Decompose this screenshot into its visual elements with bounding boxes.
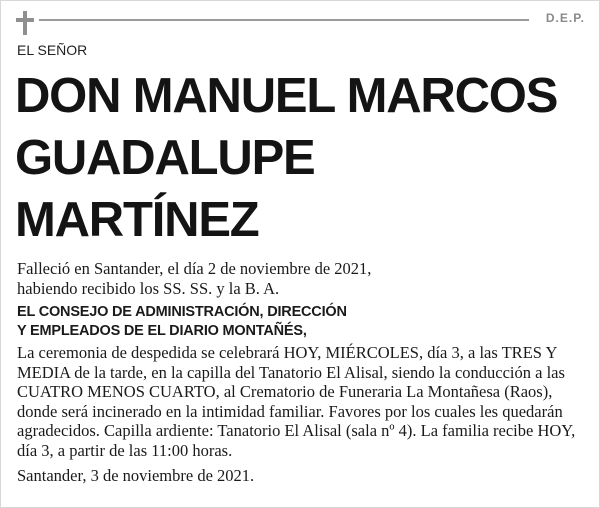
dep-label: D.E.P. <box>545 11 585 25</box>
deceased-name <box>15 65 587 251</box>
cross-icon <box>15 11 35 35</box>
name-line: GUADALUPE <box>15 131 315 185</box>
organization-line: Y EMPLEADOS DE EL DIARIO MONTAÑÉS, <box>17 323 307 339</box>
notice-body <box>17 259 587 486</box>
name-line: DON MANUEL MARCOS <box>15 69 558 123</box>
organization-line: EL CONSEJO DE ADMINISTRACIÓN, DIRECCIÓN <box>17 304 347 320</box>
notice-header <box>15 11 587 31</box>
ceremony-details: La ceremonia de despedida se celebrará HOY, MIÉRCOLES, día 3, a las TRES Y MEDIA de la tarde, en la capilla del Tanatorio El Alisal, siendo la conducción a las CUATRO MENOS CUARTO, al Crematorio de Funeraria La Montañesa (Raos), donde será incinerado en la intimidad familiar. Favores por los cuales les quedarán agradecidos. Capilla ardiente: Tanatorio El Alisal (sala nº 4). La familia recibe HOY, día 3, a partir de las 11:00 horas. <box>17 343 576 460</box>
place-date: Santander, 3 de noviembre de 2021. <box>17 466 255 485</box>
honorific-label: EL SEÑOR <box>17 42 88 58</box>
death-info-line: habiendo recibido los SS. SS. y la B. A. <box>17 278 280 298</box>
name-line: MARTÍNEZ <box>15 193 259 247</box>
header-rule <box>39 19 529 21</box>
organization-names <box>17 303 587 341</box>
death-info-line: Falleció en Santander, el día 2 de noviembre de 2021, <box>17 259 372 278</box>
